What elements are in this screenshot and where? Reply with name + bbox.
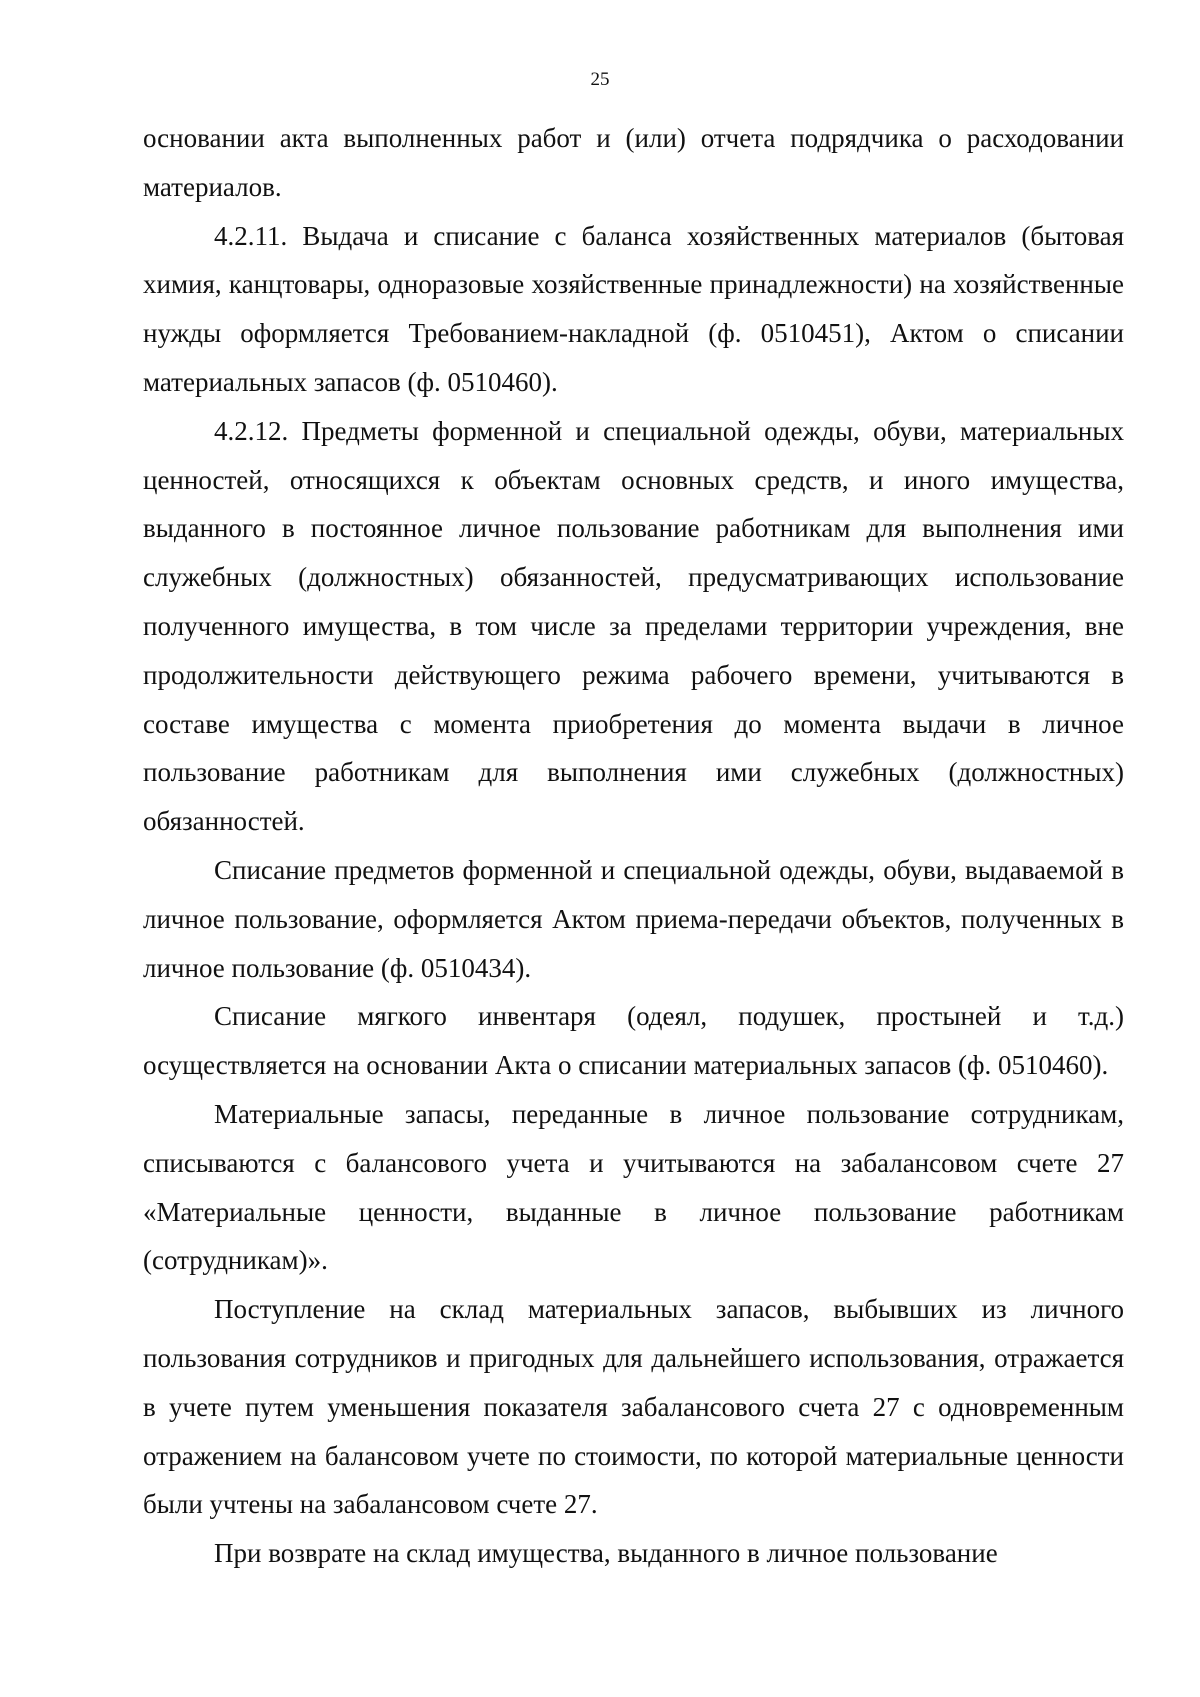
document-body bbox=[143, 114, 1124, 1578]
paragraph-warehouse-receipt: Поступление на склад материальных запасов, выбывших из личного пользования сотрудников и пригодных для дальнейшего использования, отражается в учете путем уменьшения показателя забалансового счета 27 с одновременным отражением на балансовом учете по стоимости, по которой материальные ценности были учтены на забалансовом счете 27. bbox=[143, 1294, 1124, 1520]
page-number: 25 bbox=[590, 69, 610, 90]
paragraph-4-2-12: 4.2.12. Предметы форменной и специальной одежды, обуви, материальных ценностей, относящихся к объектам основных средств, и иного имущества, выданного в постоянное личное пользование работникам для выполнения ими служебных (должностных) обязанностей, предусматривающих использование полученного имущества, в том числе за пределами территории учреждения, вне продолжительности действующего режима рабочего времени, учитываются в составе имущества с момента приобретения до момента выдачи в личное пользование работникам для выполнения ими служебных (должностных) обязанностей. bbox=[143, 415, 1124, 837]
paragraph-off-balance-account: Материальные запасы, переданные в личное пользование сотрудникам, списываются с балансового учета и учитываются на забалансовом счете 27 «Материальные ценности, выданные в личное пользование работникам (сотрудникам)». bbox=[143, 1098, 1124, 1276]
paragraph-return-to-warehouse: При возврате на склад имущества, выданного в личное пользование bbox=[214, 1538, 998, 1569]
paragraph-continuation: основании акта выполненных работ и (или) отчета подрядчика о расходовании материалов. bbox=[143, 123, 1124, 202]
paragraph-4-2-11: 4.2.11. Выдача и списание с баланса хозяйственных материалов (бытовая химия, канцтовары, одноразовые хозяйственные принадлежности) на хозяйственные нужды оформляется Требованием-накладной (ф. 0510451), Актом о списании материальных запасов (ф. 0510460). bbox=[143, 220, 1124, 397]
paragraph-uniform-write-off: Списание предметов форменной и специальной одежды, обуви, выдаваемой в личное пользование, оформляется Актом приема-передачи объектов, полученных в личное пользование (ф. 0510434). bbox=[143, 854, 1124, 983]
paragraph-soft-inventory: Списание мягкого инвентаря (одеял, подушек, простыней и т.д.) осуществляется на основании Акта о списании материальных запасов (ф. 0510460). bbox=[143, 1001, 1124, 1081]
